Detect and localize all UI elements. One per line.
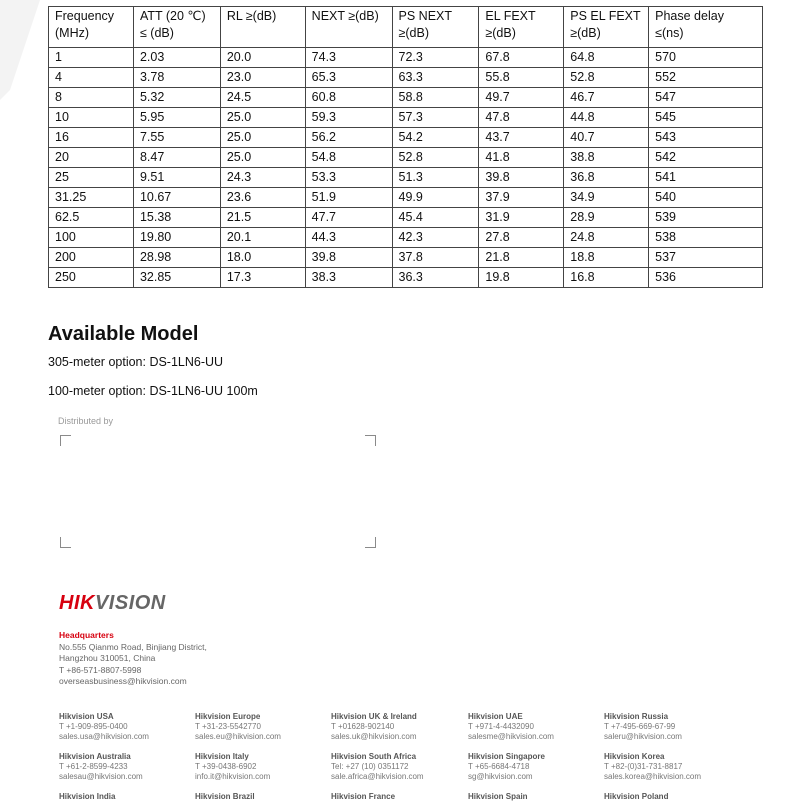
header-next: NEXT ≥(dB) bbox=[305, 7, 392, 48]
headquarters-line: overseasbusiness@hikvision.com bbox=[59, 676, 187, 686]
header-phase-delay: Phase delay ≤(ns) bbox=[649, 7, 763, 48]
table-cell: 541 bbox=[649, 168, 763, 188]
office-name: Hikvision UAE bbox=[468, 712, 523, 721]
table-cell: 37.8 bbox=[392, 248, 479, 268]
office-name: Hikvision Korea bbox=[604, 752, 665, 761]
header-att: ATT (20 ℃) ≤ (dB) bbox=[133, 7, 220, 48]
table-cell: 250 bbox=[49, 268, 134, 288]
office-name: Hikvision India bbox=[59, 792, 116, 801]
available-model-heading: Available Model bbox=[48, 323, 199, 345]
table-cell: 54.8 bbox=[305, 148, 392, 168]
table-row bbox=[49, 268, 763, 288]
office-email: sale.africa@hikvision.com bbox=[331, 772, 424, 781]
office-name: Hikvision Spain bbox=[468, 792, 528, 801]
table-cell: 57.3 bbox=[392, 108, 479, 128]
table-cell: 37.9 bbox=[479, 188, 564, 208]
office-name: Hikvision Russia bbox=[604, 712, 669, 721]
table-row bbox=[49, 188, 763, 208]
office-entry bbox=[195, 792, 330, 802]
table-cell: 65.3 bbox=[305, 68, 392, 88]
office-entry bbox=[604, 792, 739, 802]
table-row bbox=[49, 248, 763, 268]
table-cell: 10 bbox=[49, 108, 134, 128]
table-cell: 51.9 bbox=[305, 188, 392, 208]
table-row bbox=[49, 108, 763, 128]
frame-corner-bottom-right bbox=[365, 537, 376, 548]
table-cell: 49.9 bbox=[392, 188, 479, 208]
office-entry bbox=[331, 712, 466, 742]
watermark-decoration bbox=[0, 0, 48, 110]
table-cell: 67.8 bbox=[479, 48, 564, 68]
table-cell: 24.5 bbox=[220, 88, 305, 108]
office-name: Hikvision Brazil bbox=[195, 792, 255, 801]
table-cell: 542 bbox=[649, 148, 763, 168]
office-name: Hikvision Italy bbox=[195, 752, 249, 761]
office-email: salesme@hikvision.com bbox=[468, 732, 554, 741]
office-name: Hikvision Australia bbox=[59, 752, 131, 761]
office-phone: T +39-0438-6902 bbox=[195, 762, 257, 771]
table-cell: 25 bbox=[49, 168, 134, 188]
table-cell: 16 bbox=[49, 128, 134, 148]
table-cell: 16.8 bbox=[564, 268, 649, 288]
table-cell: 64.8 bbox=[564, 48, 649, 68]
table-cell: 38.3 bbox=[305, 268, 392, 288]
table-cell: 28.9 bbox=[564, 208, 649, 228]
office-email: sg@hikvision.com bbox=[468, 772, 533, 781]
table-cell: 41.8 bbox=[479, 148, 564, 168]
headquarters-title: Headquarters bbox=[59, 630, 114, 640]
table-cell: 31.25 bbox=[49, 188, 134, 208]
office-name: Hikvision Europe bbox=[195, 712, 261, 721]
table-row bbox=[49, 228, 763, 248]
table-cell: 552 bbox=[649, 68, 763, 88]
table-cell: 19.8 bbox=[479, 268, 564, 288]
header-rl: RL ≥(dB) bbox=[220, 7, 305, 48]
table-cell: 72.3 bbox=[392, 48, 479, 68]
table-cell: 539 bbox=[649, 208, 763, 228]
table-cell: 18.0 bbox=[220, 248, 305, 268]
table-cell: 36.3 bbox=[392, 268, 479, 288]
table-cell: 18.8 bbox=[564, 248, 649, 268]
table-cell: 39.8 bbox=[305, 248, 392, 268]
table-row bbox=[49, 208, 763, 228]
table-cell: 100 bbox=[49, 228, 134, 248]
header-ps-el-fext: PS EL FEXT ≥(dB) bbox=[564, 7, 649, 48]
office-entry bbox=[331, 792, 466, 802]
table-cell: 570 bbox=[649, 48, 763, 68]
table-cell: 31.9 bbox=[479, 208, 564, 228]
table-cell: 24.8 bbox=[564, 228, 649, 248]
table-cell: 43.7 bbox=[479, 128, 564, 148]
table-cell: 8.47 bbox=[133, 148, 220, 168]
table-cell: 63.3 bbox=[392, 68, 479, 88]
office-entry bbox=[604, 712, 739, 742]
table-cell: 4 bbox=[49, 68, 134, 88]
table-cell: 536 bbox=[649, 268, 763, 288]
headquarters-line: Hangzhou 310051, China bbox=[59, 653, 156, 663]
table-cell: 54.2 bbox=[392, 128, 479, 148]
table-cell: 21.8 bbox=[479, 248, 564, 268]
table-cell: 24.3 bbox=[220, 168, 305, 188]
office-entry bbox=[59, 752, 194, 782]
office-name: Hikvision Poland bbox=[604, 792, 669, 801]
table-cell: 21.5 bbox=[220, 208, 305, 228]
office-name: Hikvision UK & Ireland bbox=[331, 712, 417, 721]
office-phone: T +31-23-5542770 bbox=[195, 722, 261, 731]
table-cell: 39.8 bbox=[479, 168, 564, 188]
frame-corner-top-right bbox=[365, 435, 376, 446]
office-name: Hikvision France bbox=[331, 792, 396, 801]
header-frequency: Frequency (MHz) bbox=[49, 7, 134, 48]
table-cell: 40.7 bbox=[564, 128, 649, 148]
table-cell: 60.8 bbox=[305, 88, 392, 108]
table-cell: 58.8 bbox=[392, 88, 479, 108]
table-cell: 47.8 bbox=[479, 108, 564, 128]
table-cell: 36.8 bbox=[564, 168, 649, 188]
table-row bbox=[49, 88, 763, 108]
table-cell: 53.3 bbox=[305, 168, 392, 188]
table-cell: 32.85 bbox=[133, 268, 220, 288]
hikvision-logo bbox=[59, 592, 166, 615]
office-email: sales.uk@hikvision.com bbox=[331, 732, 417, 741]
office-email: salesau@hikvision.com bbox=[59, 772, 143, 781]
office-phone: T +82-(0)31-731-8817 bbox=[604, 762, 683, 771]
table-cell: 547 bbox=[649, 88, 763, 108]
office-name: Hikvision South Africa bbox=[331, 752, 417, 761]
header-ps-next: PS NEXT ≥(dB) bbox=[392, 7, 479, 48]
table-cell: 545 bbox=[649, 108, 763, 128]
table-cell: 25.0 bbox=[220, 148, 305, 168]
table-cell: 543 bbox=[649, 128, 763, 148]
table-cell: 49.7 bbox=[479, 88, 564, 108]
office-name: Hikvision USA bbox=[59, 712, 114, 721]
table-cell: 1 bbox=[49, 48, 134, 68]
office-phone: Tel: +27 (10) 0351172 bbox=[331, 762, 409, 771]
table-row bbox=[49, 68, 763, 88]
table-cell: 42.3 bbox=[392, 228, 479, 248]
table-cell: 20.0 bbox=[220, 48, 305, 68]
table-cell: 3.78 bbox=[133, 68, 220, 88]
table-cell: 15.38 bbox=[133, 208, 220, 228]
table-cell: 47.7 bbox=[305, 208, 392, 228]
model-option-305: 305-meter option: DS-1LN6-UU bbox=[48, 355, 224, 369]
headquarters-line: No.555 Qianmo Road, Binjiang District, bbox=[59, 641, 207, 652]
table-cell: 17.3 bbox=[220, 268, 305, 288]
table-cell: 200 bbox=[49, 248, 134, 268]
table-cell: 28.98 bbox=[133, 248, 220, 268]
table-cell: 34.9 bbox=[564, 188, 649, 208]
table-cell: 5.95 bbox=[133, 108, 220, 128]
office-name: Hikvision Singapore bbox=[468, 752, 545, 761]
table-cell: 52.8 bbox=[392, 148, 479, 168]
table-cell: 540 bbox=[649, 188, 763, 208]
table-cell: 25.0 bbox=[220, 108, 305, 128]
office-entry bbox=[468, 712, 603, 742]
table-cell: 538 bbox=[649, 228, 763, 248]
table-cell: 10.67 bbox=[133, 188, 220, 208]
table-cell: 44.3 bbox=[305, 228, 392, 248]
table-cell: 38.8 bbox=[564, 148, 649, 168]
table-cell: 74.3 bbox=[305, 48, 392, 68]
office-entry bbox=[59, 712, 194, 742]
table-cell: 8 bbox=[49, 88, 134, 108]
table-cell: 56.2 bbox=[305, 128, 392, 148]
office-email: sales.eu@hikvision.com bbox=[195, 732, 281, 741]
table-cell: 20 bbox=[49, 148, 134, 168]
table-cell: 20.1 bbox=[220, 228, 305, 248]
table-row bbox=[49, 128, 763, 148]
table-cell: 44.8 bbox=[564, 108, 649, 128]
table-cell: 5.32 bbox=[133, 88, 220, 108]
table-cell: 19.80 bbox=[133, 228, 220, 248]
office-email: sales.usa@hikvision.com bbox=[59, 732, 149, 741]
table-header-row bbox=[49, 7, 763, 48]
office-phone: T +1-909-895-0400 bbox=[59, 722, 128, 731]
table-body bbox=[49, 48, 763, 288]
table-cell: 46.7 bbox=[564, 88, 649, 108]
table-cell: 55.8 bbox=[479, 68, 564, 88]
office-entry bbox=[468, 792, 603, 802]
table-cell: 51.3 bbox=[392, 168, 479, 188]
table-cell: 52.8 bbox=[564, 68, 649, 88]
office-entry bbox=[331, 752, 466, 782]
table-row bbox=[49, 168, 763, 188]
logo-part-vision: VISION bbox=[94, 592, 166, 614]
specifications-table bbox=[48, 6, 763, 288]
table-cell: 2.03 bbox=[133, 48, 220, 68]
table-cell: 62.5 bbox=[49, 208, 134, 228]
table-cell: 7.55 bbox=[133, 128, 220, 148]
logo-part-hik: HIK bbox=[59, 592, 95, 614]
frame-corner-top-left bbox=[60, 435, 71, 446]
office-phone: T +7-495-669-67-99 bbox=[604, 722, 676, 731]
office-entry bbox=[59, 792, 194, 802]
table-cell: 537 bbox=[649, 248, 763, 268]
office-entry bbox=[604, 752, 739, 782]
office-phone: T +971-4-4432090 bbox=[468, 722, 534, 731]
office-phone: T +61-2-8599-4233 bbox=[59, 762, 128, 771]
headquarters-block bbox=[59, 630, 207, 688]
office-entry bbox=[468, 752, 603, 782]
table-cell: 27.8 bbox=[479, 228, 564, 248]
table-cell: 25.0 bbox=[220, 128, 305, 148]
office-email: sales.korea@hikvision.com bbox=[604, 772, 702, 781]
headquarters-line: T +86-571-8807-5998 bbox=[59, 664, 142, 675]
model-option-100: 100-meter option: DS-1LN6-UU 100m bbox=[48, 384, 258, 398]
office-phone: T +01628-902140 bbox=[331, 722, 395, 731]
table-cell: 9.51 bbox=[133, 168, 220, 188]
header-el-fext: EL FEXT ≥(dB) bbox=[479, 7, 564, 48]
office-phone: T +65-6684-4718 bbox=[468, 762, 530, 771]
frame-corner-bottom-left bbox=[60, 537, 71, 548]
distributed-by-label: Distributed by bbox=[58, 416, 114, 426]
office-email: saleru@hikvision.com bbox=[604, 732, 682, 741]
table-cell: 59.3 bbox=[305, 108, 392, 128]
table-cell: 23.6 bbox=[220, 188, 305, 208]
table-row bbox=[49, 48, 763, 68]
table-cell: 45.4 bbox=[392, 208, 479, 228]
table-cell: 23.0 bbox=[220, 68, 305, 88]
office-entry bbox=[195, 752, 330, 782]
office-email: info.it@hikvision.com bbox=[195, 772, 271, 781]
office-entry bbox=[195, 712, 330, 742]
table-row bbox=[49, 148, 763, 168]
